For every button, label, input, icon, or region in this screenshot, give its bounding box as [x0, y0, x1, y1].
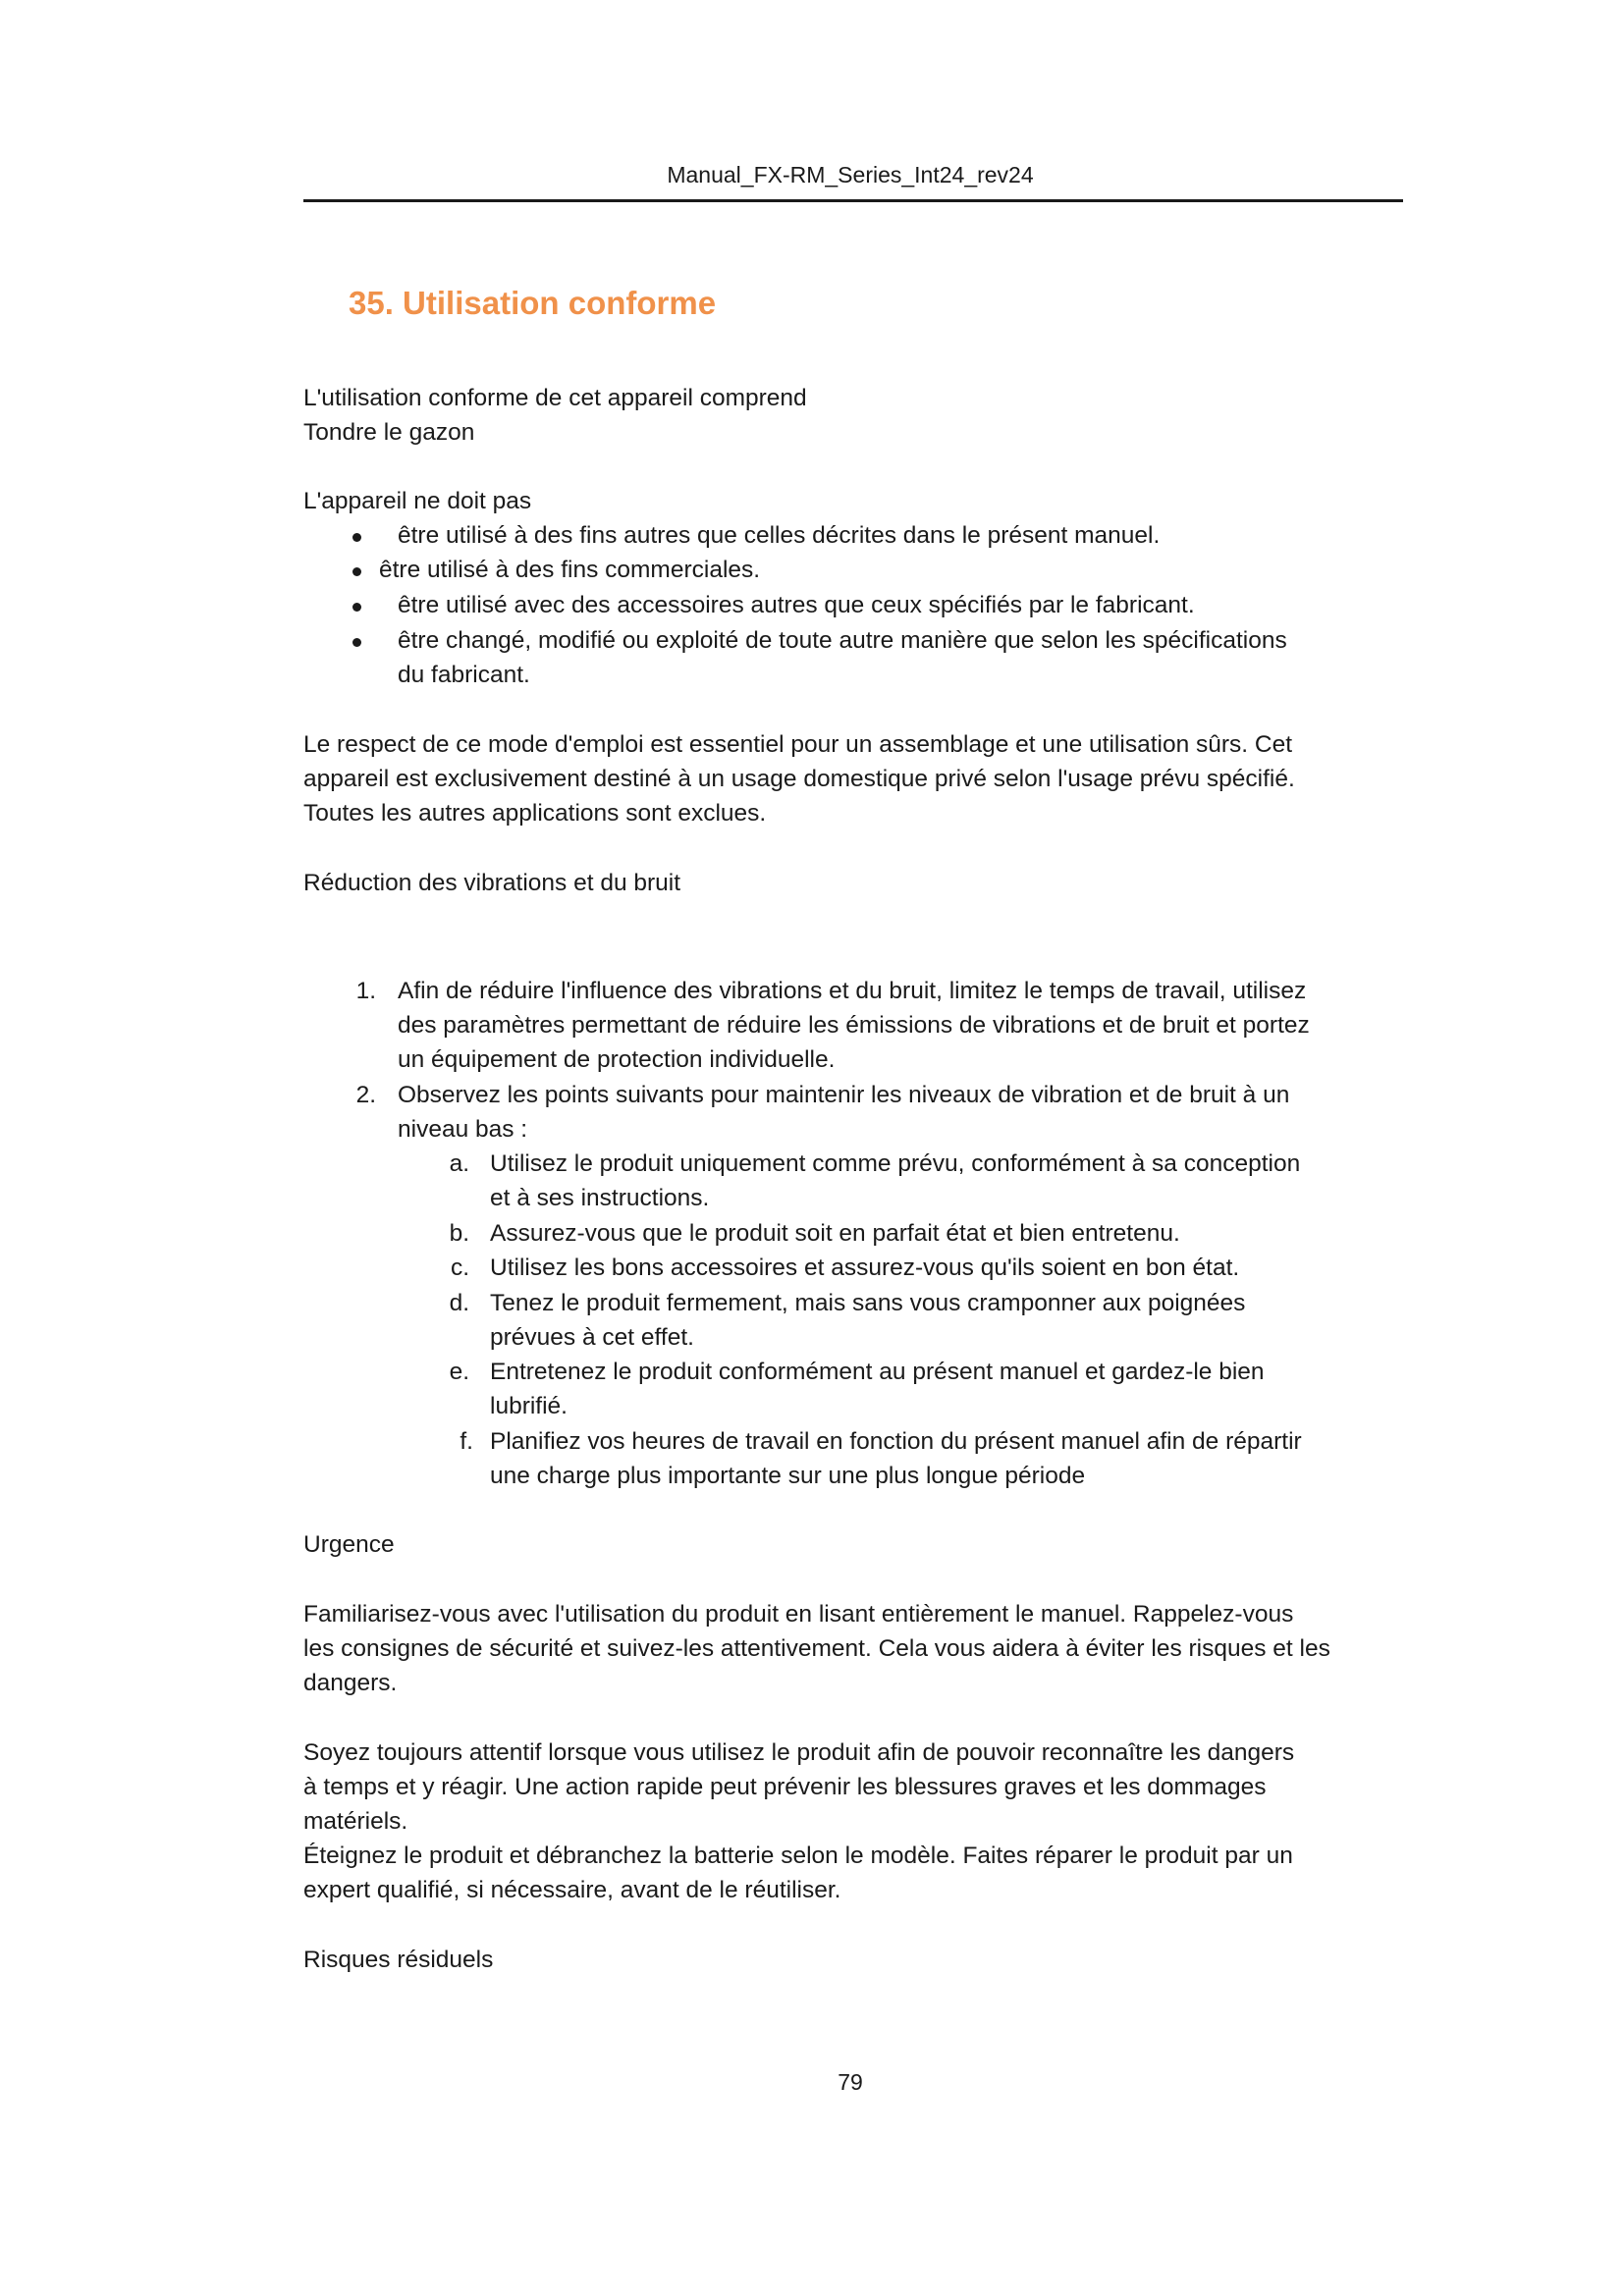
bullet-icon	[352, 603, 361, 612]
respect-paragraph	[303, 727, 1408, 830]
urgence-paragraph-1	[303, 1597, 1408, 1700]
list-item-line: Afin de réduire l'influence des vibrations et du bruit, limitez le temps de travail, utilisez	[398, 978, 1307, 1004]
bullet-icon	[352, 567, 361, 576]
list-item-continuation: du fabricant.	[398, 662, 530, 688]
list-item: être changé, modifié ou exploité de toute autre manière que selon les spécifications	[398, 627, 1287, 654]
intro-line: L'utilisation conforme de cet appareil comprend	[303, 385, 807, 411]
urgence-paragraph-2	[303, 1735, 1408, 1907]
paragraph-line: à temps et y réagir. Une action rapide peut prévenir les blessures graves et les dommages	[303, 1774, 1267, 1800]
list-letter: c.	[450, 1255, 469, 1281]
list-item-line: une charge plus importante sur une plus longue période	[490, 1463, 1086, 1489]
list-item-line: et à ses instructions.	[490, 1185, 710, 1211]
list-item: être utilisé avec des accessoires autres que ceux spécifiés par le fabricant.	[398, 592, 1195, 618]
list-item-line: Tenez le produit fermement, mais sans vous cramponner aux poignées	[490, 1290, 1246, 1316]
list-item-line: un équipement de protection individuelle.	[398, 1046, 836, 1073]
document-header-title: Manual_FX-RM_Series_Int24_rev24	[667, 162, 1034, 187]
paragraph-line: Soyez toujours attentif lorsque vous utilisez le produit afin de pouvoir reconnaître les dangers	[303, 1739, 1295, 1766]
list-item-line: Planifiez vos heures de travail en fonction du présent manuel afin de répartir	[490, 1428, 1302, 1455]
list-number: 1.	[355, 978, 376, 1004]
list-item-line: prévues à cet effet.	[490, 1324, 694, 1351]
list-item-line: Entretenez le produit conformément au présent manuel et gardez-le bien	[490, 1359, 1265, 1385]
intro-line: Tondre le gazon	[303, 419, 475, 446]
list-item: être utilisé à des fins autres que celles décrites dans le présent manuel.	[398, 522, 1161, 549]
list-letter: d.	[449, 1290, 469, 1316]
paragraph-line: appareil est exclusivement destiné à un usage domestique privé selon l'usage prévu spécifié.	[303, 766, 1295, 792]
list-letter: f.	[460, 1428, 473, 1455]
list-item-line: Utilisez les bons accessoires et assurez-vous qu'ils soient en bon état.	[490, 1255, 1240, 1281]
paragraph-line: Éteignez le produit et débranchez la batterie selon le modèle. Faites réparer le produit par un	[303, 1842, 1293, 1869]
bullet-icon	[352, 533, 361, 542]
header-divider	[303, 199, 1403, 202]
list-letter: a.	[449, 1150, 469, 1177]
list-item-line: lubrifié.	[490, 1393, 568, 1419]
paragraph-line: dangers.	[303, 1670, 398, 1696]
paragraph-line: Le respect de ce mode d'emploi est essentiel pour un assemblage et une utilisation sûrs. Cet	[303, 731, 1293, 758]
vibration-heading: Réduction des vibrations et du bruit	[303, 870, 681, 896]
intro-paragraph	[303, 381, 1408, 450]
list-item: être utilisé à des fins commerciales.	[379, 557, 761, 583]
paragraph-line: expert qualifié, si nécessaire, avant de le réutiliser.	[303, 1877, 841, 1903]
residual-risks-heading: Risques résiduels	[303, 1947, 494, 1973]
paragraph-line: Toutes les autres applications sont exclues.	[303, 800, 767, 827]
paragraph-line: Familiarisez-vous avec l'utilisation du produit en lisant entièrement le manuel. Rappelez-vous	[303, 1601, 1294, 1628]
section-heading: 35. Utilisation conforme	[349, 285, 717, 321]
list-letter: b.	[449, 1220, 469, 1247]
must-not-lead: L'appareil ne doit pas	[303, 488, 532, 514]
list-item-line: des paramètres permettant de réduire les émissions de vibrations et de bruit et portez	[398, 1012, 1310, 1039]
list-item-line: niveau bas :	[398, 1116, 528, 1143]
bullet-icon	[352, 638, 361, 647]
paragraph-line: les consignes de sécurité et suivez-les attentivement. Cela vous aidera à éviter les risques et les	[303, 1635, 1330, 1662]
list-item-line: Assurez-vous que le produit soit en parfait état et bien entretenu.	[490, 1220, 1180, 1247]
list-item-line: Observez les points suivants pour maintenir les niveaux de vibration et de bruit à un	[398, 1082, 1290, 1108]
list-item-line: Utilisez le produit uniquement comme prévu, conformément à sa conception	[490, 1150, 1301, 1177]
urgence-heading: Urgence	[303, 1531, 395, 1558]
page-number: 79	[838, 2069, 863, 2095]
list-letter: e.	[449, 1359, 469, 1385]
list-number: 2.	[355, 1082, 376, 1108]
paragraph-line: matériels.	[303, 1808, 408, 1835]
